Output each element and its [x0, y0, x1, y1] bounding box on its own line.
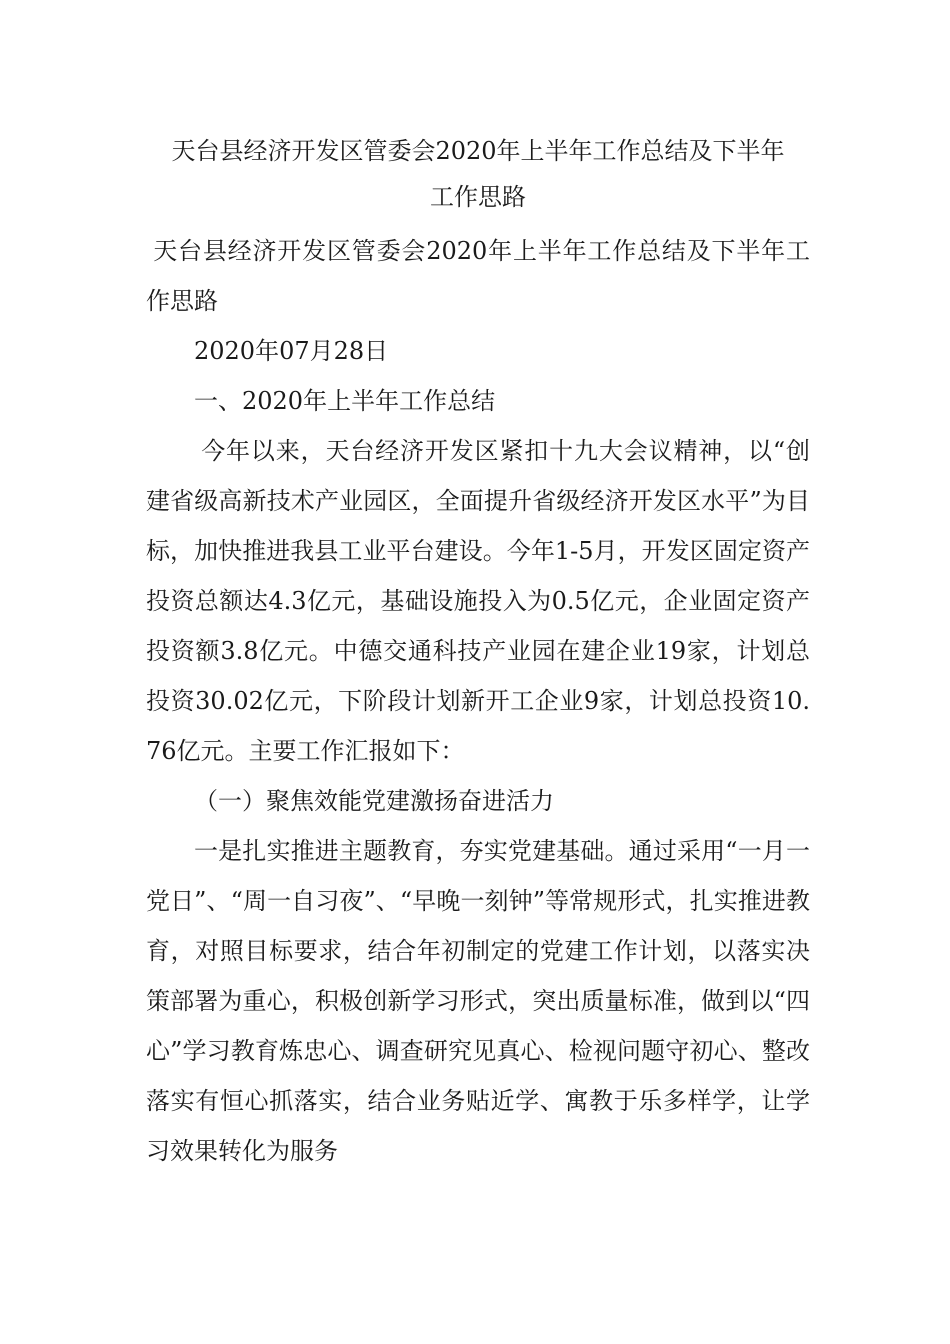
paragraph-1: 一是扎实推进主题教育，夯实党建基础。通过采用“一月一党日”、“周一自习夜”、“早晚一刻钟”等常规形式，扎实推进教育，对照目标要求，结合年初制定的党建工作计划，以落实决策部署为重心，积极创新学习形式，突出质量标准，做到以“四心”学习教育炼忠心、调查研究见真心、检视问题守初心、整改落实有恒心抓落实，结合业务贴近学、寓教于乐多样学，让学习效果转化为服务	[146, 837, 810, 1165]
section-1-heading: 一、2020年上半年工作总结	[194, 387, 496, 415]
document-body	[146, 128, 810, 1176]
subsection-1-heading: （一）聚焦效能党建激扬奋进活力	[194, 787, 554, 815]
document-title	[142, 128, 814, 220]
title-line-1: 天台县经济开发区管委会2020年上半年工作总结及下半年	[171, 137, 785, 165]
document-subtitle: 天台县经济开发区管委会2020年上半年工作总结及下半年工作思路	[146, 237, 810, 315]
title-line-2: 工作思路	[430, 183, 526, 211]
document-date: 2020年07月28日	[194, 337, 389, 365]
intro-paragraph: 今年以来，天台经济开发区紧扣十九大会议精神，以“创建省级高新技术产业园区，全面提升省级经济开发区水平”为目标，加快推进我县工业平台建设。今年1-5月，开发区固定资产投资总额达4.3亿元，基础设施投入为0.5亿元，企业固定资产投资额3.8亿元。中德交通科技产业园在建企业19家，计划总投资30.02亿元，下阶段计划新开工企业9家，计划总投资10.76亿元。主要工作汇报如下：	[146, 437, 810, 765]
